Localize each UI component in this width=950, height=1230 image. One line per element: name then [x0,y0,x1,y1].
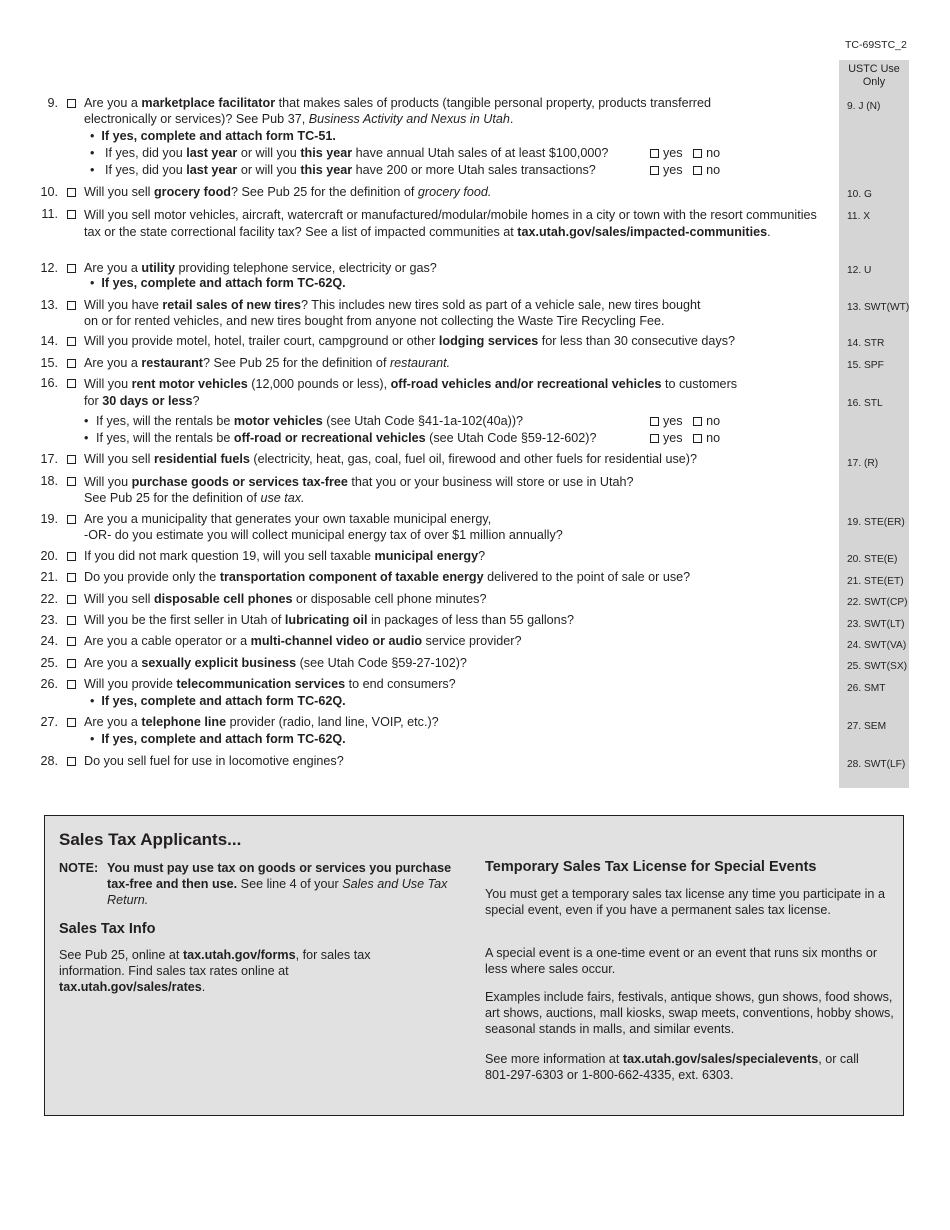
question-number: 20. [40,549,58,563]
sales-tax-applicants-panel [44,815,904,1116]
question-text: Will you purchase goods or services tax-free that you or your business will store or use in Utah? See Pub 25 for the definition of use tax. [84,475,634,505]
question-23-checkbox[interactable] [67,616,76,625]
special-events-link[interactable]: tax.utah.gov/sales/specialevents [622,1052,819,1066]
question-number: 9. [47,96,58,110]
ustc-code: 19. STE(ER) [847,517,905,528]
sub-question: • If yes, did you last year or will you this year have 200 or more Utah sales transactions? [90,163,596,177]
no-checkbox[interactable] [693,149,702,158]
question-number: 19. [40,512,58,526]
sales-tax-info-heading: Sales Tax Info [59,921,156,937]
yes-checkbox[interactable] [650,417,659,426]
question-text: Are you a cable operator or a multi-channel video or audio service provider? [84,634,522,648]
question-22-checkbox[interactable] [67,595,76,604]
question-number: 18. [40,474,58,488]
question-20-checkbox[interactable] [67,552,76,561]
temporary-license-text-4: See more information at tax.utah.gov/sales/specialevents, or call 801-297-6303 or 1-800-662-4335, ext. 6303. [485,1052,859,1082]
question-number: 25. [40,656,58,670]
yes-no-options: yes no [650,414,720,430]
ustc-code: 24. SWT(VA) [847,640,907,651]
question-text: Will you sell residential fuels (electricity, heat, gas, coal, fuel oil, firewood and other fuels for residential use)? [84,452,697,466]
question-17-checkbox[interactable] [67,455,76,464]
question-number: 24. [40,634,58,648]
no-checkbox[interactable] [693,417,702,426]
ustc-code: 14. STR [847,338,885,349]
question-text: Will you sell motor vehicles, aircraft, watercraft or manufactured/modular/mobile homes in a city or town with the resort communities tax or the state correctional facility tax? See a list of impacted communities at tax.utah.gov/sales/impacted-communities. [84,208,817,239]
rates-link[interactable]: tax.utah.gov/sales/rates [59,980,202,994]
question-number: 11. [41,207,58,221]
question-text: Will you provide motel, hotel, trailer court, campground or other lodging services for less than 30 consecutive days? [84,334,735,348]
question-19-checkbox[interactable] [67,515,76,524]
temporary-license-text-3: Examples include fairs, festivals, antique shows, gun shows, food shows, art shows, auctions, mall kiosks, swap meets, conventions, hobby shows, seasonal stands in malls, and similar events. [485,990,894,1036]
question-13-checkbox[interactable] [67,301,76,310]
question-number: 27. [40,715,58,729]
question-number: 12. [40,261,58,275]
question-number: 28. [40,754,58,768]
note-bold: You must pay use tax on goods or services you purchase tax-free and then use. [107,861,452,891]
note-label: NOTE: [59,861,99,875]
question-number: 15. [40,356,58,370]
ustc-code: 12. U [847,265,872,276]
no-checkbox[interactable] [693,166,702,175]
ustc-code: 13. SWT(WT) [847,302,910,313]
ustc-code: 23. SWT(LT) [847,619,905,630]
sub-question: • If yes, did you last year or will you this year have annual Utah sales of at least $100,000? [90,146,609,160]
question-number: 17. [40,452,58,466]
temporary-license-text-2: A special event is a one-time event or an event that runs six months or less where sales occur. [485,946,878,976]
forms-link[interactable]: tax.utah.gov/forms [182,948,296,962]
question-number: 23. [40,613,58,627]
question-text: Will you sell grocery food? See Pub 25 for the definition of grocery food. [84,185,492,199]
ustc-code: 27. SEM [847,721,887,732]
ustc-code: 17. (R) [847,458,879,469]
ustc-code: 15. SPF [847,360,884,371]
ustc-code: 21. STE(ET) [847,576,904,587]
question-14-checkbox[interactable] [67,337,76,346]
question-number: 10. [40,185,58,199]
question-text: Are you a telephone line provider (radio, land line, VOIP, etc.)? [84,715,439,729]
question-number: 16. [40,376,58,390]
yes-checkbox[interactable] [650,166,659,175]
bullet: • If yes, complete and attach form TC-62Q. [90,276,346,290]
question-text: Do you provide only the transportation component of taxable energy delivered to the point of sale or use? [84,570,691,584]
yes-no-options: yes no [650,431,720,447]
form-id: TC-69STC_2 [845,39,907,51]
question-number: 21. [40,570,58,584]
ustc-code: 22. SWT(CP) [847,597,908,608]
question-text: If you did not mark question 19, will you sell taxable municipal energy? [84,549,486,563]
question-text: Will you rent motor vehicles (12,000 pounds or less), off-road vehicles and/or recreational vehicles to customers for 30 days or less? [84,377,738,408]
question-21-checkbox[interactable] [67,573,76,582]
question-number: 22. [40,592,58,606]
ustc-code: 20. STE(E) [847,554,898,565]
yes-no-options: yes no [650,146,720,162]
temporary-license-heading: Temporary Sales Tax License for Special Events [485,859,817,875]
question-number: 26. [40,677,58,691]
ustc-code: 9. J (N) [847,101,881,112]
question-text: Will you be the first seller in Utah of lubricating oil in packages of less than 55 gallons? [84,613,574,627]
sub-question: • If yes, will the rentals be off-road or recreational vehicles (see Utah Code §59-12-602)? [84,431,597,445]
question-text: Are you a marketplace facilitator that makes sales of products (tangible personal property, products transferred electronically or services)? See Pub 37, Business Activity and Nexus in Utah. [84,96,711,126]
question-text: Are you a utility providing telephone service, electricity or gas? [84,261,437,275]
ustc-header: USTC Use Only [848,63,900,88]
no-checkbox[interactable] [693,434,702,443]
question-number: 13. [40,298,58,312]
question-24-checkbox[interactable] [67,637,76,646]
question-number: 14. [40,334,58,348]
note-block [59,860,454,908]
bullet: • If yes, complete and attach form TC-62Q. [90,732,346,746]
question-16-checkbox[interactable] [67,379,76,388]
question-27-checkbox[interactable] [67,718,76,727]
question-text: Do you sell fuel for use in locomotive engines? [84,754,344,768]
question-text: Are you a municipality that generates your own taxable municipal energy, -OR- do you estimate you will collect municipal energy tax of over $1 million annually? [84,512,563,542]
question-10-checkbox[interactable] [67,188,76,197]
ustc-sidebar [839,60,909,788]
question-12-checkbox[interactable] [67,264,76,273]
sub-question: • If yes, will the rentals be motor vehicles (see Utah Code §41-1a-102(40a))? [84,414,524,428]
question-28-checkbox[interactable] [67,757,76,766]
note-italic: Sales and Use Tax Return. [107,877,448,907]
ustc-code: 10. G [847,189,872,200]
note-text: See line 4 of your [237,877,343,891]
ustc-code: 25. SWT(SX) [847,661,908,672]
yes-checkbox[interactable] [650,434,659,443]
bullet: • If yes, complete and attach form TC-62Q. [90,694,346,708]
bullet: • If yes, complete and attach form TC-51. [90,129,336,143]
question-text: Will you have retail sales of new tires? This includes new tires sold as part of a vehicle sale, new tires bought on or for rented vehicles, and new tires bought from anyone not collecting the Waste Tire Recycling Fee. [84,298,701,328]
question-26-checkbox[interactable] [67,680,76,689]
question-25-checkbox[interactable] [67,659,76,668]
question-text: Will you provide telecommunication services to end consumers? [84,677,456,691]
question-9-checkbox[interactable] [67,99,76,108]
panel-title: Sales Tax Applicants... [59,830,242,849]
temporary-license-text-1: You must get a temporary sales tax license any time you participate in a special event, even if you have a permanent sales tax license. [485,887,885,917]
yes-checkbox[interactable] [650,149,659,158]
question-11-checkbox[interactable] [67,210,76,219]
ustc-code: 11. X [847,211,871,222]
question-18-checkbox[interactable] [67,477,76,486]
question-text: Are you a sexually explicit business (see Utah Code §59-27-102)? [84,656,467,670]
ustc-code: 28. SWT(LF) [847,759,906,770]
ustc-code: 26. SMT [847,683,886,694]
ustc-code: 16. STL [847,398,883,409]
question-15-checkbox[interactable] [67,359,76,368]
question-text: Will you sell disposable cell phones or disposable cell phone minutes? [84,592,487,606]
question-text: Are you a restaurant? See Pub 25 for the definition of restaurant. [84,356,451,370]
yes-no-options: yes no [650,163,720,179]
sales-tax-info-text: See Pub 25, online at tax.utah.gov/forms, for sales tax information. Find sales tax rates online at tax.utah.gov/sales/rates. [59,948,371,994]
